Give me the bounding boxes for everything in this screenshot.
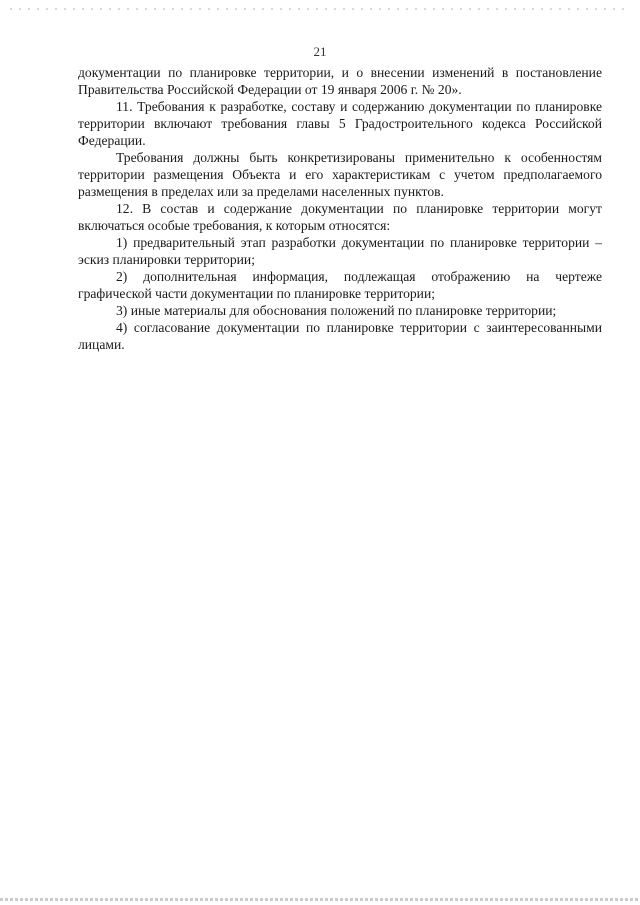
list-item-12-2: 2) дополнительная информация, подлежащая отображению на чертеже графической части документации по планировке территории; xyxy=(78,269,602,301)
paragraph-requirements: Требования должны быть конкретизированы применительно к особенностям территории размещения Объекта и его характеристикам с учетом предполагаемого размещения в пределах или за пределами населенных пунктов. xyxy=(78,150,602,199)
paragraph-item-11: 11. Требования к разработке, составу и содержанию документации по планировке территории включают требования главы 5 Градостроительного кодекса Российской Федерации. xyxy=(78,99,602,148)
scan-artifact-bottom xyxy=(0,898,640,901)
list-item-12-4: 4) согласование документации по планировке территории с заинтересованными лицами. xyxy=(78,320,602,352)
document-body xyxy=(78,64,602,353)
paragraph-item-12: 12. В состав и содержание документации по планировке территории могут включаться особые требования, к которым относятся: xyxy=(78,201,602,233)
list-item-12-1: 1) предварительный этап разработки документации по планировке территории – эскиз планировки территории; xyxy=(78,235,602,267)
scan-artifact-top xyxy=(10,8,630,10)
paragraph-continuation: документации по планировке территории, и о внесении изменений в постановление Правительства Российской Федерации от 19 января 2006 г. № 20». xyxy=(78,65,602,97)
page-number: 21 xyxy=(313,44,327,59)
list-item-12-3: 3) иные материалы для обоснования положений по планировке территории; xyxy=(116,303,557,318)
